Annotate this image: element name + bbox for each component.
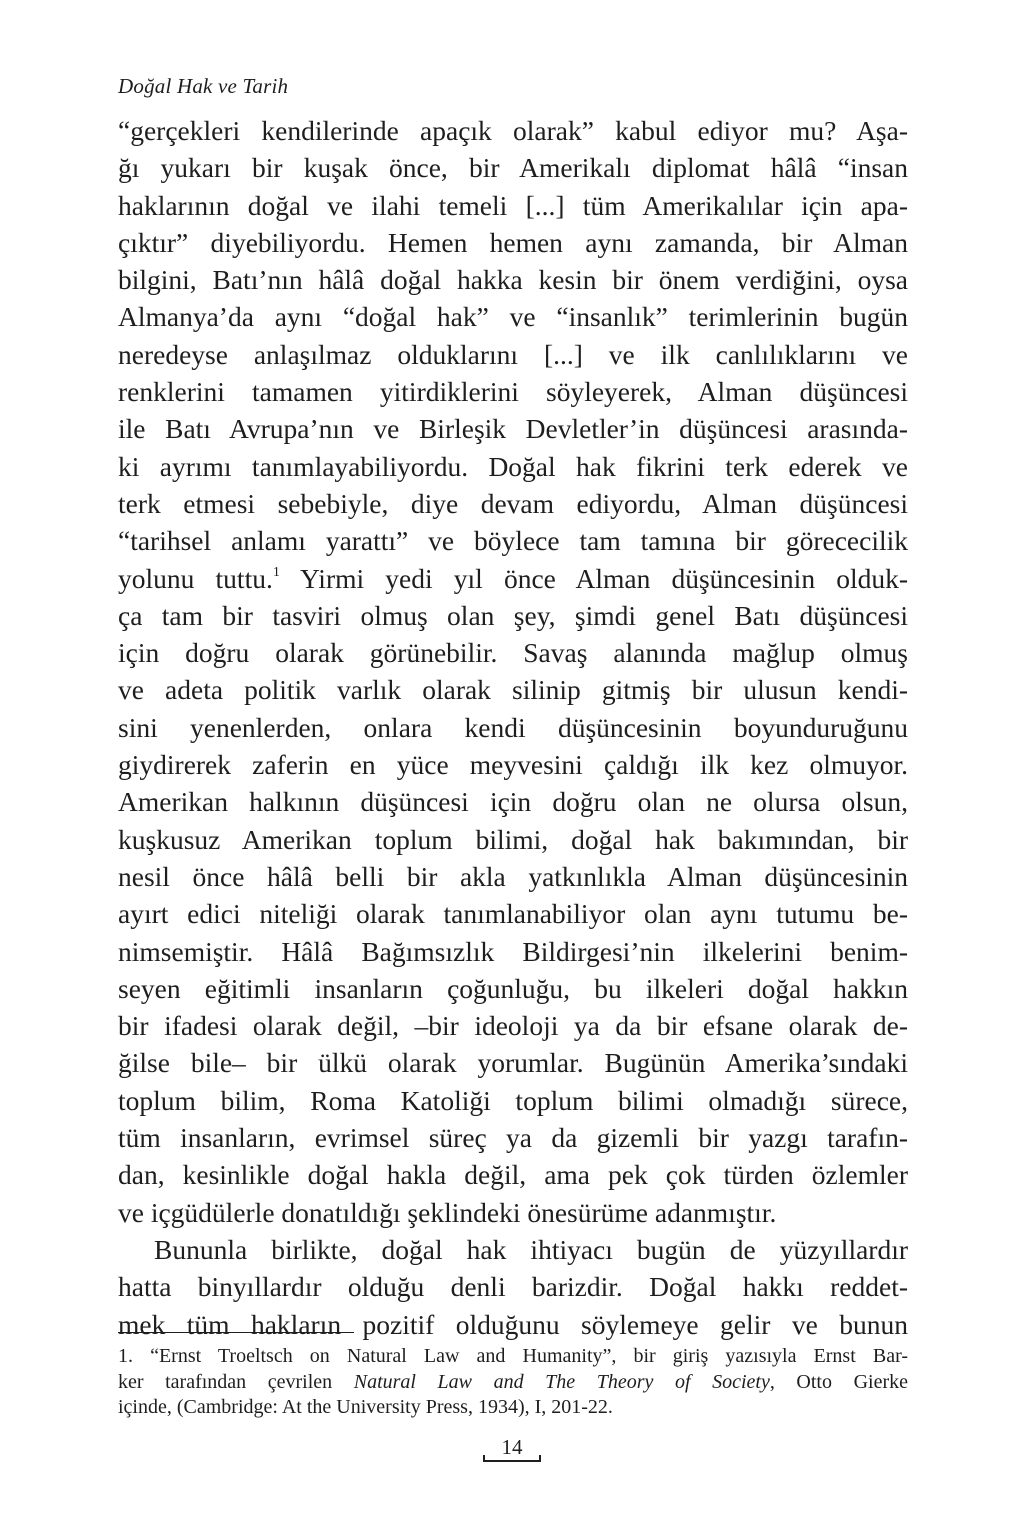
- text-line: ayırt edici niteliği olarak tanımlanabiliyor olan aynı tutumu be-: [118, 898, 908, 930]
- footnote-line: içinde, (Cambridge: At the University Press, 1934), I, 201-22.: [118, 1396, 613, 1418]
- footnote-reference: 1: [272, 564, 280, 580]
- body-text: [118, 112, 908, 1343]
- text-line: dan, kesinlikle doğal hakla değil, ama pek çok türden özlemler: [118, 1159, 908, 1191]
- text-line: “gerçekleri kendilerinde apaçık olarak” kabul ediyor mu? Aşa-: [118, 115, 908, 146]
- text-line: neredeyse anlaşılmaz olduklarını [...] ve ilk canlılıklarını ve: [118, 338, 908, 370]
- footnote-line: 1. “Ernst Troeltsch on Natural Law and Humanity”, bir giriş yazısıyla Ernst Bar-: [118, 1345, 908, 1367]
- text-line: terk etmesi sebebiyle, diye devam ediyordu, Alman düşüncesi: [118, 487, 908, 519]
- text-segment: Yirmi yedi yıl önce Alman düşüncesinin olduk-: [279, 562, 909, 594]
- text-line: seyen eğitimli insanların çoğunluğu, bu ilkeleri doğal hakkın: [118, 972, 908, 1004]
- page-number-text: 14: [501, 1435, 523, 1459]
- text-line: Almanya’da aynı “doğal hak” ve “insanlık” terimlerinin bugün: [118, 301, 908, 333]
- page-number: [483, 1436, 541, 1462]
- text-line: nimsemiştir. Hâlâ Bağımsızlık Bildirgesi’nin ilkelerini benim-: [118, 935, 908, 967]
- text-line: haklarının doğal ve ilahi temeli [...] tüm Amerikalılar için apa-: [118, 189, 908, 221]
- text-segment: yolunu tuttu.: [118, 562, 273, 594]
- text-line: bilgini, Batı’nın hâlâ doğal hakka kesin bir önem verdiğini, oysa: [118, 264, 908, 296]
- footnote-text: ker tarafından çevrilen: [118, 1370, 354, 1393]
- footnote: [118, 1344, 908, 1421]
- text-line: mek tüm hakların pozitif olduğunu söylemeye gelir ve bunun: [118, 1308, 908, 1340]
- footnote-divider: [118, 1332, 354, 1333]
- text-line: nesil önce hâlâ belli bir akla yatkınlıkla Alman düşüncesinin: [118, 860, 908, 892]
- text-line: tüm insanların, evrimsel süreç ya da gizemli bir yazgı tarafın-: [118, 1122, 908, 1154]
- text-line: renklerini tamamen yitirdiklerini söyleyerek, Alman düşüncesi: [118, 376, 908, 408]
- text-line: ve içgüdülerle donatıldığı şeklindeki önesürüme adanmıştır.: [118, 1196, 777, 1228]
- book-title: Natural Law and The Theory of Society: [353, 1370, 770, 1393]
- text-line: bir ifadesi olarak değil, –bir ideoloji ya da bir efsane olarak de-: [118, 1010, 908, 1042]
- text-line: hatta binyıllardır olduğu denli barizdir. Doğal hakkı reddet-: [118, 1271, 908, 1303]
- running-head: Doğal Hak ve Tarih: [118, 74, 289, 98]
- text-line: giydirerek zaferin en yüce meyvesini çaldığı ilk kez olmuyor.: [118, 749, 908, 781]
- text-line: “tarihsel anlamı yarattı” ve böylece tam tamına bir görececilik: [118, 525, 908, 557]
- text-line: ile Batı Avrupa’nın ve Birleşik Devletler’in düşüncesi arasında-: [118, 413, 908, 445]
- text-line: ve adeta politik varlık olarak silinip gitmiş bir ulusun kendi-: [118, 674, 908, 706]
- text-line: Amerikan halkının düşüncesi için doğru olan ne olursa olsun,: [118, 786, 908, 818]
- text-line: toplum bilim, Roma Katoliği toplum bilimi olmadığı sürece,: [118, 1084, 908, 1116]
- text-line: ki ayrımı tanımlayabiliyordu. Doğal hak fikrini terk ederek ve: [118, 450, 908, 482]
- footnote-text: , Otto Gierke: [769, 1370, 908, 1393]
- text-line: [118, 560, 908, 597]
- text-line: çıktır” diyebiliyordu. Hemen hemen aynı zamanda, bir Alman: [118, 226, 908, 258]
- text-line: sini yenenlerden, onlara kendi düşüncesinin boyunduruğunu: [118, 711, 908, 743]
- text-line: ğı yukarı bir kuşak önce, bir Amerikalı diplomat hâlâ “insan: [118, 152, 908, 184]
- text-line: Bununla birlikte, doğal hak ihtiyacı bugün de yüzyıllardır: [154, 1233, 908, 1265]
- text-line: için doğru olarak görünebilir. Savaş alanında mağlup olmuş: [118, 637, 908, 669]
- text-line: ça tam bir tasviri olmuş olan şey, şimdi genel Batı düşüncesi: [118, 599, 908, 631]
- footnote-line: [118, 1370, 908, 1396]
- text-line: kuşkusuz Amerikan toplum bilimi, doğal hak bakımından, bir: [118, 823, 908, 855]
- text-line: ğilse bile– bir ülkü olarak yorumlar. Bugünün Amerika’sındaki: [118, 1047, 908, 1079]
- page-number-bracket: [483, 1455, 541, 1462]
